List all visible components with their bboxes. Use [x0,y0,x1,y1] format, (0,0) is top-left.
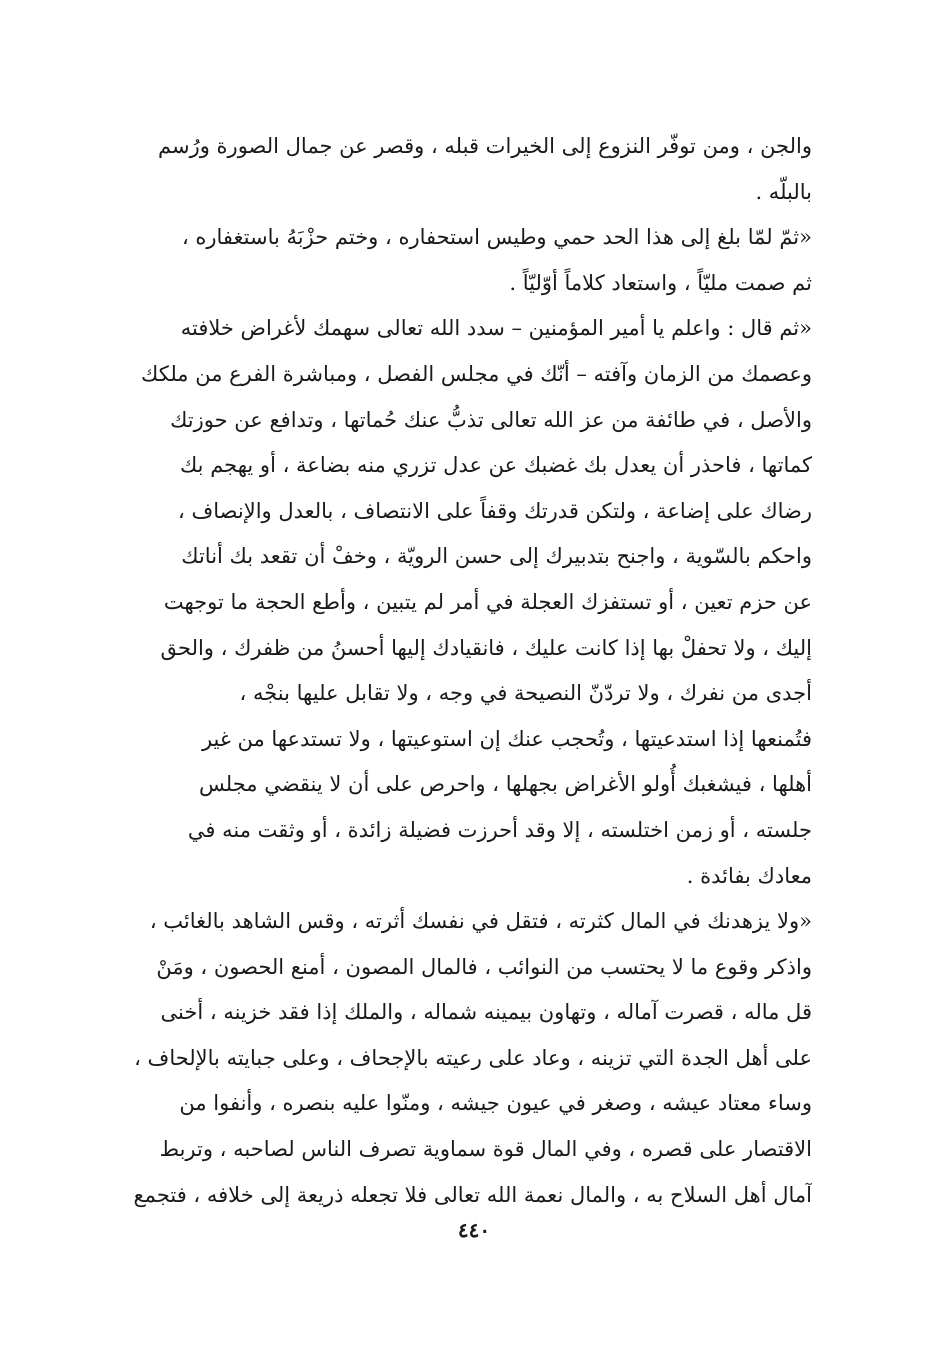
text-line: وعصمك من الزمان وآفته – أنّك في مجلس الفصل ، ومباشرة الفرع من ملكك [141,361,812,386]
text-line: جلسته ، أو زمن اختلسته ، إلا وقد أحرزت فضيلة زائدة ، أو وثقت منه في [187,817,812,842]
text-line: رضاك على إضاعة ، ولتكن قدرتك وقفاً على الانتصاف ، بالعدل والإنصاف ، [178,498,812,523]
text-line: قل ماله ، قصرت آماله ، وتهاون بيمينه شماله ، والملك إذا فقد خزينه ، أخنى [160,1000,812,1025]
text-line: على أهل الجدة التي تزينه ، وعاد على رعيته بالإجحاف ، وعلى جبايته بالإلحاف ، [134,1045,812,1070]
text-line: فتُمنعها إذا استدعيتها ، وتُحجب عنك إن استوعيتها ، ولا تستدعها من غير [201,726,812,751]
paragraph [108,124,812,215]
text-line: وساء معتاد عيشه ، وصغر في عيون جيشه ، ومنّوا عليه بنصره ، وأنفوا من [179,1091,812,1116]
text-line: واذكر وقوع ما لا يحتسب من النوائب ، فالمال المصون ، أمنع الحصون ، ومَنْ [156,954,812,979]
text-line: أجدى من نفرك ، ولا تردّنّ النصيحة في وجه ، ولا تقابل عليها بنجْه ، [239,681,812,706]
page-body [108,124,812,1218]
text-line: عن حزم تعين ، أو تستفزك العجلة في أمر لم يتبين ، وأطع الحجة ما توجهت [163,589,812,614]
text-line: آمال أهل السلاح به ، والمال نعمة الله تعالى فلا تجعله ذريعة إلى خلافه ، فتجمع [133,1182,812,1207]
text-line: والأصل ، في طائفة من عز الله تعالى تذبُّ عنك حُماتها ، وتدافع عن حوزتك [170,407,812,432]
text-line: واحكم بالسّوية ، واجنح بتدبيرك إلى حسن الرويّة ، وخفْ أن تقعد بك أناتك [181,544,812,569]
paragraph [108,306,812,899]
text-line: «ولا يزهدنك في المال كثرته ، فتقل في نفسك أثرته ، وقس الشاهد بالغائب ، [149,909,812,934]
text-line: أهلها ، فيشغبك أُولو الأغراض بجهلها ، واحرص على أن لا ينقضي مجلس [198,772,812,797]
text-line: الاقتصار على قصره ، وفي المال قوة سماوية تصرف الناس لصاحبه ، وتربط [159,1137,812,1162]
page-number: ٤٤٠ [457,1218,491,1242]
paragraph [108,215,812,306]
text-line: إليك ، ولا تحفلْ بها إذا كانت عليك ، فانقيادك إليها أحسنُ من ظفرك ، والحق [160,635,812,660]
text-line: بالبلّه . [755,179,812,204]
text-line: كماتها ، فاحذر أن يعدل بك غضبك عن عدل تزري منه بضاعة ، أو يهجم بك [179,453,812,478]
text-line: «ثمّ لمّا بلغ إلى هذا الحد حمي وطيس استحفاره ، وختم حزْبَهُ باستغفاره ، [181,225,812,250]
text-line: ثم صمت مليّاً ، واستعاد كلاماً أوّليّاً . [509,270,812,295]
text-line: «ثم قال : واعلم يا أمير المؤمنين – سدد الله تعالى سهمك لأغراض خلافته [180,316,812,341]
text-line: معادك بفائدة . [686,863,812,888]
text-line: والجن ، ومن توفّر النزوع إلى الخيرات قبله ، وقصر عن جمال الصورة ورُسم [158,134,812,158]
paragraph [108,899,812,1218]
